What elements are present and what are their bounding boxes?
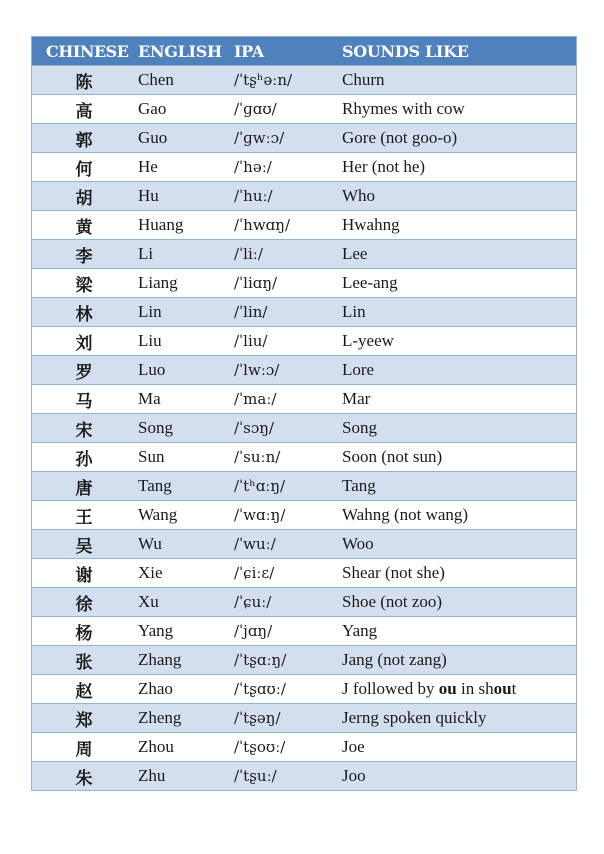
english-name: Wu	[138, 534, 162, 553]
ipa-transcription: /ˈlwːɔ/	[234, 361, 280, 379]
chinese-character: 罗	[75, 362, 93, 383]
sounds-like: Soon (not sun)	[342, 447, 443, 466]
ipa-transcription: /ˈhwɑŋ/	[234, 216, 290, 234]
table-header	[32, 37, 576, 65]
table-row	[32, 616, 576, 645]
sounds-like: Joo	[342, 766, 366, 785]
english-name: Zhao	[138, 679, 173, 698]
chinese-character: 陈	[75, 72, 93, 93]
english-name: Huang	[138, 215, 184, 234]
chinese-character: 何	[75, 159, 93, 180]
chinese-character: 林	[75, 304, 93, 325]
ipa-transcription: /ˈmaː/	[234, 390, 277, 408]
sounds-like	[342, 679, 576, 699]
english-name: Ma	[138, 389, 161, 408]
ipa-transcription: /ˈɕiːɛ/	[234, 564, 275, 582]
table-row	[32, 500, 576, 529]
chinese-character: 杨	[75, 623, 93, 644]
table-row	[32, 94, 576, 123]
english-name: Lin	[138, 302, 162, 321]
english-name: Zheng	[138, 708, 182, 727]
sounds-like: Shear (not she)	[342, 563, 445, 582]
ipa-transcription: /ˈtʂoʊː/	[234, 738, 286, 756]
sounds-like: L-yeew	[342, 331, 394, 350]
sounds-like: Jerng spoken quickly	[342, 708, 487, 727]
sounds-like: Churn	[342, 70, 385, 89]
sounds-like-fragment: t	[511, 679, 517, 698]
sounds-like: Joe	[342, 737, 365, 756]
header-ipa: IPA	[234, 41, 264, 61]
ipa-transcription: /ˈtʂəŋ/	[234, 709, 281, 727]
sounds-like: Lee-ang	[342, 273, 398, 292]
table-row	[32, 645, 576, 674]
sounds-like: Hwahng	[342, 215, 400, 234]
sounds-like: Wahng (not wang)	[342, 505, 469, 524]
sounds-like: Lee	[342, 244, 368, 263]
table-row	[32, 413, 576, 442]
english-name: Guo	[138, 128, 168, 147]
english-name: Xu	[138, 592, 159, 611]
chinese-character: 李	[75, 246, 93, 267]
ipa-transcription: /ˈlin/	[234, 303, 268, 321]
chinese-character: 张	[75, 652, 93, 673]
chinese-character: 黄	[75, 217, 93, 238]
english-name: Hu	[138, 186, 159, 205]
table-row	[32, 152, 576, 181]
ipa-transcription: /ˈjɑŋ/	[234, 622, 273, 640]
ipa-transcription: /ˈtʂuː/	[234, 767, 277, 785]
ipa-transcription: /ˈtʂɑːŋ/	[234, 651, 287, 669]
chinese-character: 谢	[75, 565, 93, 586]
chinese-character: 吴	[75, 536, 93, 557]
table-body	[32, 65, 576, 790]
chinese-character: 胡	[75, 188, 93, 209]
ipa-transcription: /ˈhuː/	[234, 187, 273, 205]
chinese-character: 宋	[75, 420, 93, 441]
chinese-character: 郭	[75, 130, 93, 151]
ipa-transcription: /ˈliɑŋ/	[234, 274, 278, 292]
sounds-like: Tang	[342, 476, 376, 495]
sounds-like: Gore (not goo-o)	[342, 128, 458, 147]
chinese-character: 王	[75, 507, 93, 528]
english-name: Yang	[138, 621, 174, 640]
table-row	[32, 732, 576, 761]
table-row	[32, 268, 576, 297]
english-name: He	[138, 157, 158, 176]
table-row	[32, 442, 576, 471]
table-row	[32, 761, 576, 790]
ipa-transcription: /ˈliu/	[234, 332, 268, 350]
table-row	[32, 326, 576, 355]
sounds-like-fragment: in sh	[456, 679, 494, 698]
english-name: Song	[138, 418, 173, 437]
table-row	[32, 384, 576, 413]
emphasis-text: ou	[438, 679, 457, 698]
ipa-transcription: /ˈliː/	[234, 245, 263, 263]
ipa-transcription: /ˈɡɑʊ/	[234, 100, 277, 118]
sounds-like: Who	[342, 186, 376, 205]
english-name: Luo	[138, 360, 166, 379]
english-name: Zhou	[138, 737, 174, 756]
sounds-like: Shoe (not zoo)	[342, 592, 443, 611]
chinese-character: 梁	[75, 275, 93, 296]
sounds-like: Lore	[342, 360, 375, 379]
emphasis-text: ou	[493, 679, 512, 698]
english-name: Liang	[138, 273, 178, 292]
table-row	[32, 297, 576, 326]
ipa-transcription: /ˈwɑːŋ/	[234, 506, 286, 524]
table-row	[32, 558, 576, 587]
ipa-transcription: /ˈɡwːɔ/	[234, 129, 285, 147]
sounds-like: Mar	[342, 389, 371, 408]
sounds-like: Rhymes with cow	[342, 99, 465, 118]
sounds-like: Woo	[342, 534, 374, 553]
ipa-transcription: /ˈsuːn/	[234, 448, 281, 466]
ipa-transcription: /ˈtʰɑːŋ/	[234, 477, 286, 495]
sounds-like: Lin	[342, 302, 366, 321]
table-row	[32, 674, 576, 703]
sounds-like: Jang (not zang)	[342, 650, 447, 669]
ipa-transcription: /ˈtʂɑʊː/	[234, 680, 286, 698]
ipa-transcription: /ˈwuː/	[234, 535, 276, 553]
header-english: ENGLISH	[138, 41, 222, 61]
table-row	[32, 123, 576, 152]
english-name: Liu	[138, 331, 162, 350]
chinese-character: 马	[75, 391, 93, 412]
chinese-character: 高	[75, 101, 93, 122]
sounds-like-fragment: J followed by	[342, 679, 439, 698]
surname-pronunciation-table	[31, 36, 577, 791]
table-row	[32, 529, 576, 558]
english-name: Li	[138, 244, 154, 263]
sounds-like: Song	[342, 418, 377, 437]
chinese-character: 徐	[75, 594, 93, 615]
ipa-transcription: /ˈɕuː/	[234, 593, 272, 611]
table-row	[32, 355, 576, 384]
sounds-like: Yang	[342, 621, 378, 640]
table-row	[32, 181, 576, 210]
ipa-transcription: /ˈsɔŋ/	[234, 419, 274, 437]
english-name: Sun	[138, 447, 165, 466]
english-name: Wang	[138, 505, 178, 524]
header-sounds-like: SOUNDS LIKE	[342, 41, 469, 61]
chinese-character: 刘	[75, 333, 93, 354]
header-chinese: CHINESE	[46, 41, 129, 61]
chinese-character: 周	[75, 739, 93, 760]
english-name: Xie	[138, 563, 163, 582]
table-row	[32, 239, 576, 268]
english-name: Gao	[138, 99, 167, 118]
ipa-transcription: /ˈhəː/	[234, 158, 272, 176]
table-row	[32, 587, 576, 616]
sounds-like: Her (not he)	[342, 157, 426, 176]
english-name: Tang	[138, 476, 172, 495]
english-name: Zhang	[138, 650, 182, 669]
table-row	[32, 703, 576, 732]
chinese-character: 朱	[75, 768, 93, 789]
ipa-transcription: /ˈtʂʰəːn/	[234, 71, 293, 89]
chinese-character: 赵	[75, 681, 93, 702]
english-name: Zhu	[138, 766, 166, 785]
english-name: Chen	[138, 70, 174, 89]
table-row	[32, 471, 576, 500]
chinese-character: 孙	[75, 449, 93, 470]
table-row	[32, 65, 576, 94]
chinese-character: 郑	[75, 710, 93, 731]
chinese-character: 唐	[75, 478, 93, 499]
table-row	[32, 210, 576, 239]
